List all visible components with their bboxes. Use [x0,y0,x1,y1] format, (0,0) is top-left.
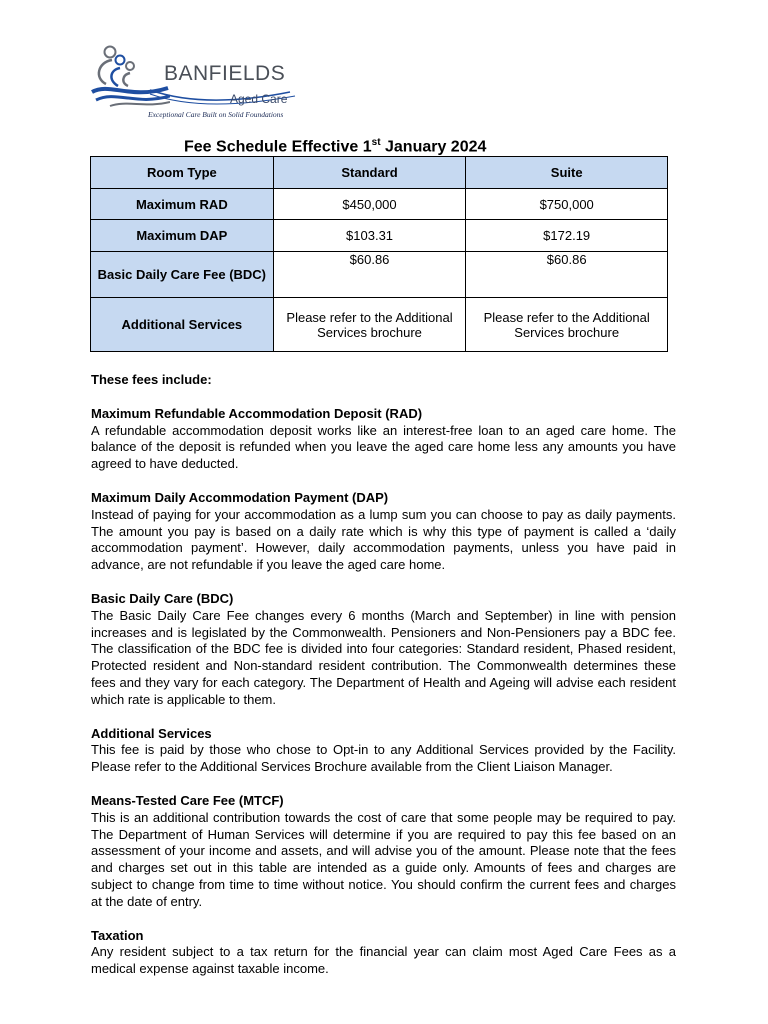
row-label: Maximum RAD [91,189,274,220]
header-standard: Standard [273,157,466,189]
people-swirl-icon [90,44,170,108]
intro-heading: These fees include: [91,372,212,387]
section-heading: Additional Services [91,725,212,741]
cell-suite: Please refer to the Additional Services brochure [466,298,668,352]
table-row [91,298,668,352]
row-label: Basic Daily Care Fee (BDC) [91,252,274,298]
section-body: A refundable accommodation deposit works like an interest-free loan to an aged care home. The balance of the deposit is refunded when you leave the aged care home less any amounts you have agreed to have deducted. [91,422,676,472]
logo-tagline: Exceptional Care Built on Solid Foundations [148,110,284,119]
section-heading: Maximum Refundable Accommodation Deposit (RAD) [91,405,423,421]
table-row [91,220,668,252]
title-main: Fee Schedule Effective 1 [184,138,372,156]
section-heading: Maximum Daily Accommodation Payment (DAP) [91,489,389,505]
fee-descriptions [91,372,676,978]
logo-subtitle: Aged Care [230,92,288,106]
table-row [91,189,668,220]
cell-standard: $103.31 [273,220,466,252]
cell-standard: $450,000 [273,189,466,220]
cell-standard: Please refer to the Additional Services brochure [273,298,466,352]
table-row [91,252,668,298]
row-label: Maximum DAP [91,220,274,252]
section-heading: Means-Tested Care Fee (MTCF) [91,792,284,808]
banfields-logo [90,44,300,122]
logo-brand-name: BANFIELDS [164,62,286,85]
cell-suite: $60.86 [466,252,668,298]
section-body: Instead of paying for your accommodation as a lump sum you can choose to pay as daily payments. The amount you pay is based on a daily rate which is why this type of payment is called a ‘daily accommodation payment’. However, daily accommodation payments, unless you have paid in advance, are not refundable if you leave the aged care home. [91,506,676,573]
page-title [184,137,486,156]
title-rest: January 2024 [380,138,487,156]
header-room-type: Room Type [91,157,274,189]
cell-suite: $172.19 [466,220,668,252]
row-label: Additional Services [91,298,274,352]
section-body: This is an additional contribution towards the cost of care that some people may be required to pay. The Department of Human Services will determine if you are required to pay this fee based on an assessment of your income and assets, and will advise you of the amount. Please note that the fees and charges set out in this table are intended as a guide only. Amounts of fees and charges are subject to change from time to time without notice. You should confirm the current fees and charges at the date of entry. [91,809,676,909]
table-header-row [91,157,668,189]
section-heading: Basic Daily Care (BDC) [91,590,234,606]
section-body: Any resident subject to a tax return for the financial year can claim most Aged Care Fees as a medical expense against taxable income. [91,944,676,977]
cell-standard: $60.86 [273,252,466,298]
section-heading: Taxation [91,927,144,943]
header-suite: Suite [466,157,668,189]
section-body: The Basic Daily Care Fee changes every 6 months (March and September) in line with pension increases and is legislated by the Commonwealth. Pensioners and Non-Pensioners pay a BDC fee. The classification of the BDC fee is divided into four categories: Standard resident, Phased resident, Protected resident and Non-standard resident contribution. The Commonwealth determines these fees and they vary for each category. The Department of Health and Ageing will advise each resident which rate is applicable to them. [91,607,676,707]
section-body: This fee is paid by those who chose to Opt-in to any Additional Services provided by the Facility. Please refer to the Additional Services Brochure available from the Client Liaison Manager. [91,742,676,775]
title-superscript: st [371,137,381,148]
fee-table [90,156,668,352]
cell-suite: $750,000 [466,189,668,220]
